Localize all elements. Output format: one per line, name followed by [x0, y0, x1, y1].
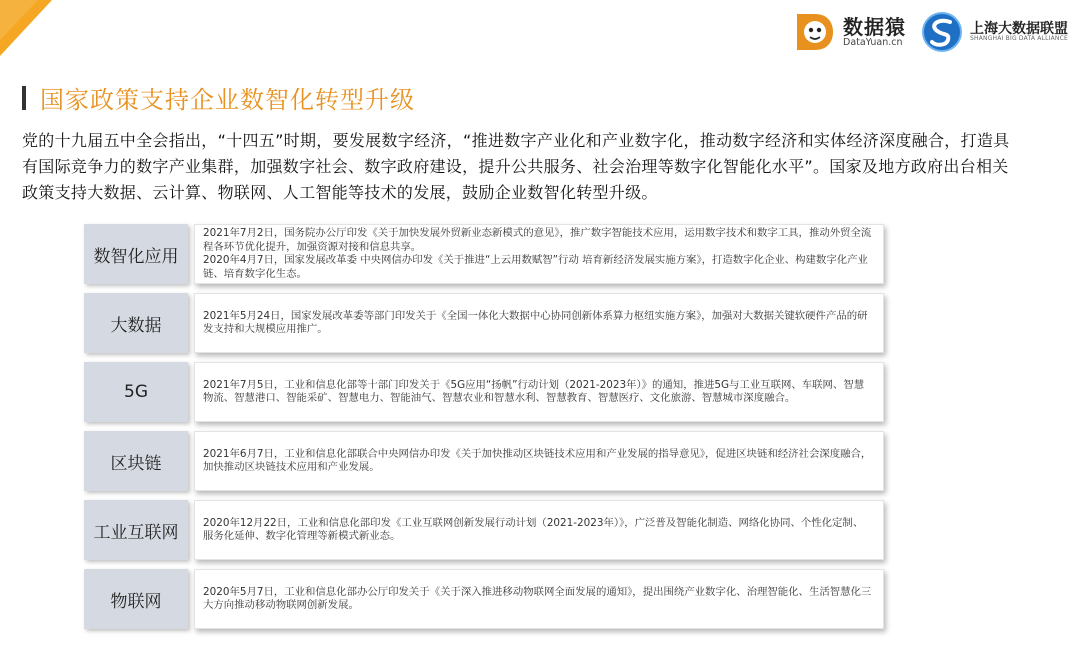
shanghai-big-data-alliance-logo[interactable] [920, 10, 1068, 54]
policy-text: 2020年12月22日，工业和信息化部印发《工业互联网创新发展行动计划（2021-2023年）》，广泛普及智能化制造、网络化协同、个性化定制、服务化延伸、数字化管理等新模式新业态。 [203, 516, 864, 542]
title-accent-bar [22, 86, 26, 110]
policy-content [194, 431, 884, 491]
policy-category-label: 物联网 [84, 569, 188, 629]
policy-content [194, 293, 884, 353]
policy-category-label: 工业互联网 [84, 500, 188, 560]
policy-text: 2021年7月2日，国务院办公厅印发《关于加快发展外贸新业态新模式的意见》，推广数字智能技术应用，运用数字技术和数字工具，推动外贸全流程各环节优化提升，加强资源对接和信息共享。 [203, 227, 872, 253]
policy-row-blockchain [84, 431, 884, 491]
policy-text: 2020年5月7日，工业和信息化部办公厅印发关于《关于深入推进移动物联网全面发展的通知》，提出围绕产业数字化、治理智能化、生活智慧化三大方向推动移动物联网创新发展。 [203, 585, 872, 611]
policy-list [84, 224, 884, 638]
policy-category-label: 大数据 [84, 293, 188, 353]
policy-row-big-data [84, 293, 884, 353]
shanghai-big-data-alliance-english: SHANGHAI BIG DATA ALLIANCE [970, 35, 1068, 43]
policy-content [194, 362, 884, 422]
policy-text: 2021年7月5日，工业和信息化部等十部门印发关于《5G应用“扬帆”行动计划（2021-2023年）》的通知，推进5G与工业互联网、车联网、智慧物流、智慧港口、智能采矿、智慧电力、智能油气、智慧农业和智慧水利、智慧教育、智慧医疗、文化旅游、智慧城市深度融合。 [203, 378, 865, 404]
policy-row-industrial-internet [84, 500, 884, 560]
shanghai-big-data-alliance-logo-icon [920, 10, 964, 54]
shanghai-big-data-alliance-name: 上海大数据联盟 [970, 20, 1068, 37]
policy-row-digital-intelligence [84, 224, 884, 284]
page-title [22, 80, 415, 115]
page-title-text: 国家政策支持企业数智化转型升级 [40, 86, 415, 114]
datayuan-logo[interactable] [793, 10, 906, 54]
policy-content [194, 500, 884, 560]
policy-category-label: 数智化应用 [84, 224, 188, 284]
header-logos [793, 10, 1068, 54]
policy-text: 2021年5月24日，国家发展改革委等部门印发关于《全国一体化大数据中心协同创新体系算力枢纽实施方案》，加强对大数据关键软硬件产品的研发支持和大规模应用推广。 [203, 309, 868, 335]
corner-decoration-inner [0, 0, 38, 40]
policy-row-5g [84, 362, 884, 422]
policy-text: 2020年4月7日，国家发展改革委 中央网信办印发《关于推进“上云用数赋智”行动 培育新经济发展实施方案》，打造数字化企业、构建数字化产业链、培育数字化生态。 [203, 254, 868, 280]
policy-category-label: 5G [84, 362, 188, 422]
policy-text: 2021年6月7日，工业和信息化部联合中央网信办印发《关于加快推动区块链技术应用和产业发展的指导意见》，促进区块链和经济社会深度融合，加快推动区块链技术应用和产业发展。 [203, 447, 872, 473]
datayuan-logo-icon [793, 10, 837, 54]
intro-paragraph: 党的十九届五中全会指出，“十四五”时期，要发展数字经济，“推进数字产业化和产业数字化，推动数字经济和实体经济深度融合，打造具有国际竞争力的数字产业集群，加强数字社会、数字政府建设，提升公共服务、社会治理等数字化智能化水平”。国家及地方政府出台相关政策支持大数据、云计算、物联网、人工智能等技术的发展，鼓励企业数智化转型升级。 [22, 131, 1010, 202]
policy-row-iot [84, 569, 884, 629]
datayuan-logo-name: 数据猿 [843, 14, 906, 39]
policy-content [194, 224, 884, 284]
policy-category-label: 区块链 [84, 431, 188, 491]
policy-content [194, 569, 884, 629]
datayuan-logo-url: DataYuan.cn [843, 36, 903, 48]
